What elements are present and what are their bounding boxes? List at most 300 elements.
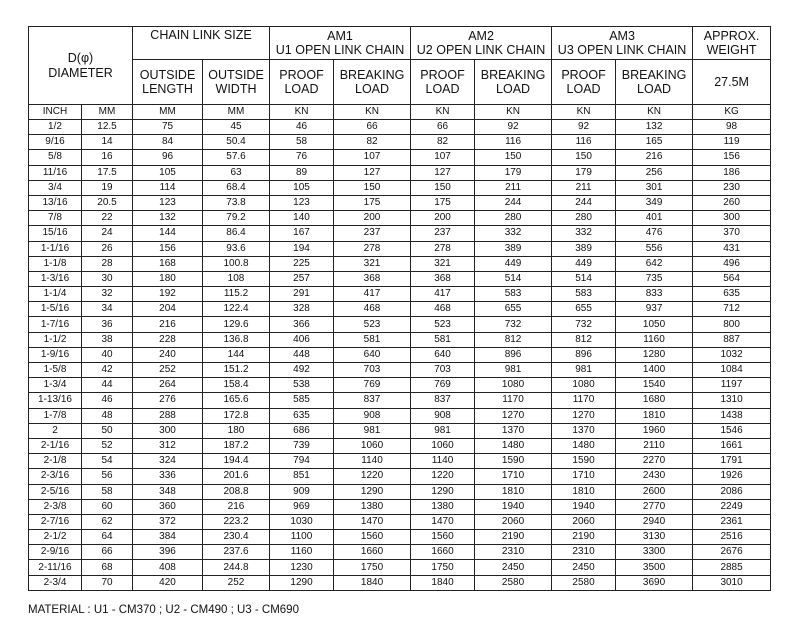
table-cell: 2885 <box>693 560 771 575</box>
table-cell: 167 <box>270 226 334 241</box>
table-cell: 223.2 <box>203 514 270 529</box>
table-cell: 50.4 <box>203 135 270 150</box>
table-cell: 389 <box>475 241 552 256</box>
unit-cell: INCH <box>29 105 82 120</box>
table-cell: 201.6 <box>203 469 270 484</box>
table-cell: 200 <box>334 211 411 226</box>
table-cell: 2-3/4 <box>29 575 82 590</box>
am3-label: AM3 <box>609 28 635 43</box>
table-cell: 1710 <box>475 469 552 484</box>
table-cell: 17.5 <box>82 165 133 180</box>
table-row <box>29 438 771 453</box>
units-row <box>29 105 771 120</box>
table-row <box>29 499 771 514</box>
table-cell: 581 <box>334 332 411 347</box>
material-note: MATERIAL : U1 - CM370 ; U2 - CM490 ; U3 - CM690 <box>28 604 299 616</box>
table-cell: 2450 <box>475 560 552 575</box>
table-cell: 216 <box>133 317 203 332</box>
table-cell: 89 <box>270 165 334 180</box>
table-row <box>29 135 771 150</box>
table-cell: 1290 <box>334 484 411 499</box>
table-cell: 237 <box>411 226 475 241</box>
table-cell: 703 <box>411 363 475 378</box>
table-cell: 156 <box>133 241 203 256</box>
table-cell: 909 <box>270 484 334 499</box>
table-cell: 2940 <box>616 514 693 529</box>
table-cell: 144 <box>133 226 203 241</box>
table-cell: 655 <box>475 302 552 317</box>
table-cell: 328 <box>270 302 334 317</box>
table-cell: 2086 <box>693 484 771 499</box>
table-cell: 1290 <box>270 575 334 590</box>
table-cell: 2-3/8 <box>29 499 82 514</box>
diameter-label: D(φ) <box>67 51 94 66</box>
table-cell: 175 <box>334 195 411 210</box>
table-cell: 1660 <box>334 545 411 560</box>
table-row <box>29 560 771 575</box>
table-cell: 2580 <box>552 575 616 590</box>
table-cell: 2190 <box>475 530 552 545</box>
table-cell: 332 <box>552 226 616 241</box>
table-cell: 244.8 <box>203 560 270 575</box>
table-cell: 1-1/8 <box>29 256 82 271</box>
table-cell: 2-1/8 <box>29 454 82 469</box>
table-cell: 123 <box>270 195 334 210</box>
table-row <box>29 317 771 332</box>
table-cell: 837 <box>411 393 475 408</box>
table-cell: 280 <box>475 211 552 226</box>
table-cell: 449 <box>475 256 552 271</box>
table-row <box>29 287 771 302</box>
table-cell: 1-1/2 <box>29 332 82 347</box>
weight-header <box>693 27 771 60</box>
table-cell: 82 <box>334 135 411 150</box>
table-cell: 1370 <box>475 423 552 438</box>
unit-cell: KN <box>270 105 334 120</box>
table-cell: 1680 <box>616 393 693 408</box>
table-cell: 180 <box>203 423 270 438</box>
table-cell: 538 <box>270 378 334 393</box>
table-cell: 44 <box>82 378 133 393</box>
table-cell: 129.6 <box>203 317 270 332</box>
table-cell: 1060 <box>334 438 411 453</box>
table-cell: 1140 <box>411 454 475 469</box>
table-row <box>29 226 771 241</box>
table-row <box>29 180 771 195</box>
table-cell: 1084 <box>693 363 771 378</box>
table-cell: 260 <box>693 195 771 210</box>
table-cell: 100.8 <box>203 256 270 271</box>
table-cell: 703 <box>334 363 411 378</box>
table-cell: 122.4 <box>203 302 270 317</box>
table-row <box>29 120 771 135</box>
table-cell: 150 <box>334 180 411 195</box>
table-cell: 24 <box>82 226 133 241</box>
table-cell: 3130 <box>616 530 693 545</box>
table-row <box>29 302 771 317</box>
table-cell: 96 <box>133 150 203 165</box>
table-cell: 1960 <box>616 423 693 438</box>
table-cell: 105 <box>133 165 203 180</box>
table-cell: 812 <box>475 332 552 347</box>
chain-link-size-header: CHAIN LINK SIZE <box>133 27 270 60</box>
table-cell: 2-5/16 <box>29 484 82 499</box>
table-cell: 7/8 <box>29 211 82 226</box>
table-cell: 1220 <box>334 469 411 484</box>
table-cell: 1-1/16 <box>29 241 82 256</box>
table-cell: 449 <box>552 256 616 271</box>
table-cell: 1380 <box>411 499 475 514</box>
table-cell: 60 <box>82 499 133 514</box>
table-cell: 1-3/16 <box>29 271 82 286</box>
table-cell: 2-3/16 <box>29 469 82 484</box>
table-cell: 66 <box>334 120 411 135</box>
table-cell: 2310 <box>475 545 552 560</box>
table-cell: 324 <box>133 454 203 469</box>
diameter-header <box>29 27 133 105</box>
table-cell: 26 <box>82 241 133 256</box>
table-cell: 514 <box>475 271 552 286</box>
table-cell: 194.4 <box>203 454 270 469</box>
table-cell: 1750 <box>411 560 475 575</box>
table-cell: 2600 <box>616 484 693 499</box>
am1-sub-label: U1 OPEN LINK CHAIN <box>275 43 405 57</box>
table-cell: 48 <box>82 408 133 423</box>
table-cell: 66 <box>82 545 133 560</box>
table-cell: 62 <box>82 514 133 529</box>
weight-label: APPROX. <box>703 28 760 43</box>
table-cell: 556 <box>616 241 693 256</box>
table-cell: 1050 <box>616 317 693 332</box>
table-cell: 321 <box>334 256 411 271</box>
table-cell: 1540 <box>616 378 693 393</box>
table-cell: 13/16 <box>29 195 82 210</box>
table-cell: 127 <box>411 165 475 180</box>
table-cell: 640 <box>411 347 475 362</box>
table-cell: 11/16 <box>29 165 82 180</box>
table-cell: 564 <box>693 271 771 286</box>
table-cell: 225 <box>270 256 334 271</box>
table-row <box>29 484 771 499</box>
table-cell: 800 <box>693 317 771 332</box>
table-cell: 3690 <box>616 575 693 590</box>
am2-proof-load-header: PROOF LOAD <box>411 60 475 105</box>
am1-breaking-load-header: BREAKING LOAD <box>334 60 411 105</box>
table-cell: 1080 <box>475 378 552 393</box>
table-cell: 70 <box>82 575 133 590</box>
table-row <box>29 241 771 256</box>
header-row-2 <box>29 60 771 105</box>
table-cell: 151.2 <box>203 363 270 378</box>
table-cell: 1810 <box>552 484 616 499</box>
table-cell: 1220 <box>411 469 475 484</box>
table-cell: 1140 <box>334 454 411 469</box>
table-cell: 123 <box>133 195 203 210</box>
table-cell: 1170 <box>552 393 616 408</box>
table-cell: 132 <box>616 120 693 135</box>
table-cell: 58 <box>82 484 133 499</box>
table-cell: 321 <box>411 256 475 271</box>
table-cell: 257 <box>270 271 334 286</box>
table-cell: 448 <box>270 347 334 362</box>
table-cell: 583 <box>475 287 552 302</box>
table-cell: 216 <box>203 499 270 514</box>
table-cell: 514 <box>552 271 616 286</box>
table-cell: 468 <box>334 302 411 317</box>
table-cell: 156 <box>693 150 771 165</box>
table-cell: 57.6 <box>203 150 270 165</box>
unit-cell: MM <box>133 105 203 120</box>
table-cell: 165 <box>616 135 693 150</box>
table-cell: 204 <box>133 302 203 317</box>
table-cell: 136.8 <box>203 332 270 347</box>
table-cell: 1560 <box>411 530 475 545</box>
table-cell: 981 <box>334 423 411 438</box>
table-cell: 2-9/16 <box>29 545 82 560</box>
table-cell: 2190 <box>552 530 616 545</box>
table-cell: 84 <box>133 135 203 150</box>
table-body <box>29 120 771 591</box>
table-cell: 165.6 <box>203 393 270 408</box>
table-cell: 107 <box>411 150 475 165</box>
table-row <box>29 545 771 560</box>
table-cell: 1160 <box>270 545 334 560</box>
table-cell: 92 <box>552 120 616 135</box>
table-cell: 1270 <box>552 408 616 423</box>
table-cell: 496 <box>693 256 771 271</box>
table-cell: 1710 <box>552 469 616 484</box>
table-cell: 372 <box>133 514 203 529</box>
header-row-1 <box>29 27 771 60</box>
table-cell: 1197 <box>693 378 771 393</box>
table-cell: 712 <box>693 302 771 317</box>
table-cell: 1560 <box>334 530 411 545</box>
table-cell: 1310 <box>693 393 771 408</box>
table-cell: 119 <box>693 135 771 150</box>
table-cell: 336 <box>133 469 203 484</box>
table-cell: 194 <box>270 241 334 256</box>
table-cell: 981 <box>411 423 475 438</box>
table-cell: 1-5/16 <box>29 302 82 317</box>
table-cell: 46 <box>82 393 133 408</box>
table-cell: 396 <box>133 545 203 560</box>
table-row <box>29 514 771 529</box>
table-cell: 887 <box>693 332 771 347</box>
table-cell: 581 <box>411 332 475 347</box>
table-cell: 2580 <box>475 575 552 590</box>
table-cell: 179 <box>552 165 616 180</box>
table-cell: 3010 <box>693 575 771 590</box>
table-cell: 144 <box>203 347 270 362</box>
table-cell: 105 <box>270 180 334 195</box>
table-cell: 2676 <box>693 545 771 560</box>
table-cell: 1-13/16 <box>29 393 82 408</box>
table-cell: 1750 <box>334 560 411 575</box>
table-cell: 244 <box>552 195 616 210</box>
table-cell: 2770 <box>616 499 693 514</box>
table-cell: 244 <box>475 195 552 210</box>
table-cell: 36 <box>82 317 133 332</box>
table-cell: 68.4 <box>203 180 270 195</box>
table-cell: 180 <box>133 271 203 286</box>
unit-cell: KN <box>411 105 475 120</box>
table-cell: 476 <box>616 226 693 241</box>
table-cell: 401 <box>616 211 693 226</box>
table-row <box>29 408 771 423</box>
table-cell: 1030 <box>270 514 334 529</box>
table-cell: 52 <box>82 438 133 453</box>
table-cell: 769 <box>411 378 475 393</box>
table-cell: 64 <box>82 530 133 545</box>
table-cell: 132 <box>133 211 203 226</box>
table-cell: 92 <box>475 120 552 135</box>
table-cell: 370 <box>693 226 771 241</box>
table-cell: 301 <box>616 180 693 195</box>
table-cell: 291 <box>270 287 334 302</box>
table-cell: 1590 <box>475 454 552 469</box>
table-cell: 1370 <box>552 423 616 438</box>
table-cell: 1-1/4 <box>29 287 82 302</box>
table-cell: 585 <box>270 393 334 408</box>
unit-cell: KN <box>334 105 411 120</box>
table-cell: 360 <box>133 499 203 514</box>
am1-label: AM1 <box>327 28 353 43</box>
table-row <box>29 454 771 469</box>
table-cell: 1280 <box>616 347 693 362</box>
table-cell: 1290 <box>411 484 475 499</box>
table-cell: 276 <box>133 393 203 408</box>
table-cell: 635 <box>270 408 334 423</box>
table-cell: 22 <box>82 211 133 226</box>
table-cell: 833 <box>616 287 693 302</box>
table-cell: 175 <box>411 195 475 210</box>
table-row <box>29 393 771 408</box>
table-cell: 896 <box>475 347 552 362</box>
table-cell: 150 <box>475 150 552 165</box>
outside-length-header: OUTSIDE LENGTH <box>133 60 203 105</box>
table-row <box>29 150 771 165</box>
table-cell: 150 <box>411 180 475 195</box>
table-cell: 384 <box>133 530 203 545</box>
table-row <box>29 165 771 180</box>
table-cell: 732 <box>552 317 616 332</box>
table-cell: 492 <box>270 363 334 378</box>
table-cell: 1380 <box>334 499 411 514</box>
table-row <box>29 271 771 286</box>
table-cell: 252 <box>133 363 203 378</box>
table-cell: 73.8 <box>203 195 270 210</box>
table-cell: 908 <box>411 408 475 423</box>
table-cell: 2060 <box>475 514 552 529</box>
table-cell: 14 <box>82 135 133 150</box>
am3-header <box>552 27 693 60</box>
table-cell: 252 <box>203 575 270 590</box>
table-cell: 208.8 <box>203 484 270 499</box>
unit-cell: MM <box>82 105 133 120</box>
table-cell: 1438 <box>693 408 771 423</box>
table-cell: 58 <box>270 135 334 150</box>
table-row <box>29 347 771 362</box>
table-cell: 1660 <box>411 545 475 560</box>
table-cell: 278 <box>334 241 411 256</box>
table-cell: 635 <box>693 287 771 302</box>
outside-width-header: OUTSIDE WIDTH <box>203 60 270 105</box>
am2-sub-label: U2 OPEN LINK CHAIN <box>416 43 546 57</box>
table-cell: 406 <box>270 332 334 347</box>
table-cell: 2361 <box>693 514 771 529</box>
table-cell: 187.2 <box>203 438 270 453</box>
table-cell: 417 <box>334 287 411 302</box>
table-cell: 981 <box>475 363 552 378</box>
table-cell: 93.6 <box>203 241 270 256</box>
table-cell: 34 <box>82 302 133 317</box>
table-cell: 54 <box>82 454 133 469</box>
table-row <box>29 332 771 347</box>
table-row <box>29 423 771 438</box>
table-cell: 108 <box>203 271 270 286</box>
table-cell: 1-9/16 <box>29 347 82 362</box>
table-cell: 408 <box>133 560 203 575</box>
table-cell: 348 <box>133 484 203 499</box>
chain-spec-table <box>28 26 771 591</box>
table-cell: 3/4 <box>29 180 82 195</box>
table-cell: 332 <box>475 226 552 241</box>
am2-label: AM2 <box>468 28 494 43</box>
diameter-label-2: DIAMETER <box>48 65 113 80</box>
table-cell: 1230 <box>270 560 334 575</box>
table-cell: 468 <box>411 302 475 317</box>
table-cell: 523 <box>411 317 475 332</box>
table-cell: 1840 <box>411 575 475 590</box>
table-row <box>29 378 771 393</box>
table-cell: 230.4 <box>203 530 270 545</box>
table-cell: 16 <box>82 150 133 165</box>
table-cell: 2-11/16 <box>29 560 82 575</box>
table-cell: 38 <box>82 332 133 347</box>
table-cell: 1590 <box>552 454 616 469</box>
table-cell: 288 <box>133 408 203 423</box>
table-cell: 769 <box>334 378 411 393</box>
table-cell: 114 <box>133 180 203 195</box>
unit-cell: KN <box>475 105 552 120</box>
table-cell: 642 <box>616 256 693 271</box>
table-cell: 211 <box>475 180 552 195</box>
table-cell: 172.8 <box>203 408 270 423</box>
table-cell: 63 <box>203 165 270 180</box>
table-cell: 46 <box>270 120 334 135</box>
table-cell: 98 <box>693 120 771 135</box>
table-cell: 1470 <box>411 514 475 529</box>
table-cell: 420 <box>133 575 203 590</box>
table-cell: 908 <box>334 408 411 423</box>
table-cell: 1100 <box>270 530 334 545</box>
table-cell: 417 <box>411 287 475 302</box>
table-cell: 1470 <box>334 514 411 529</box>
table-cell: 9/16 <box>29 135 82 150</box>
table-cell: 230 <box>693 180 771 195</box>
table-cell: 158.4 <box>203 378 270 393</box>
table-cell: 1940 <box>475 499 552 514</box>
table-cell: 32 <box>82 287 133 302</box>
table-cell: 640 <box>334 347 411 362</box>
table-cell: 1160 <box>616 332 693 347</box>
unit-cell: KG <box>693 105 771 120</box>
am1-proof-load-header: PROOF LOAD <box>270 60 334 105</box>
table-cell: 794 <box>270 454 334 469</box>
table-cell: 3500 <box>616 560 693 575</box>
table-cell: 368 <box>411 271 475 286</box>
table-cell: 211 <box>552 180 616 195</box>
